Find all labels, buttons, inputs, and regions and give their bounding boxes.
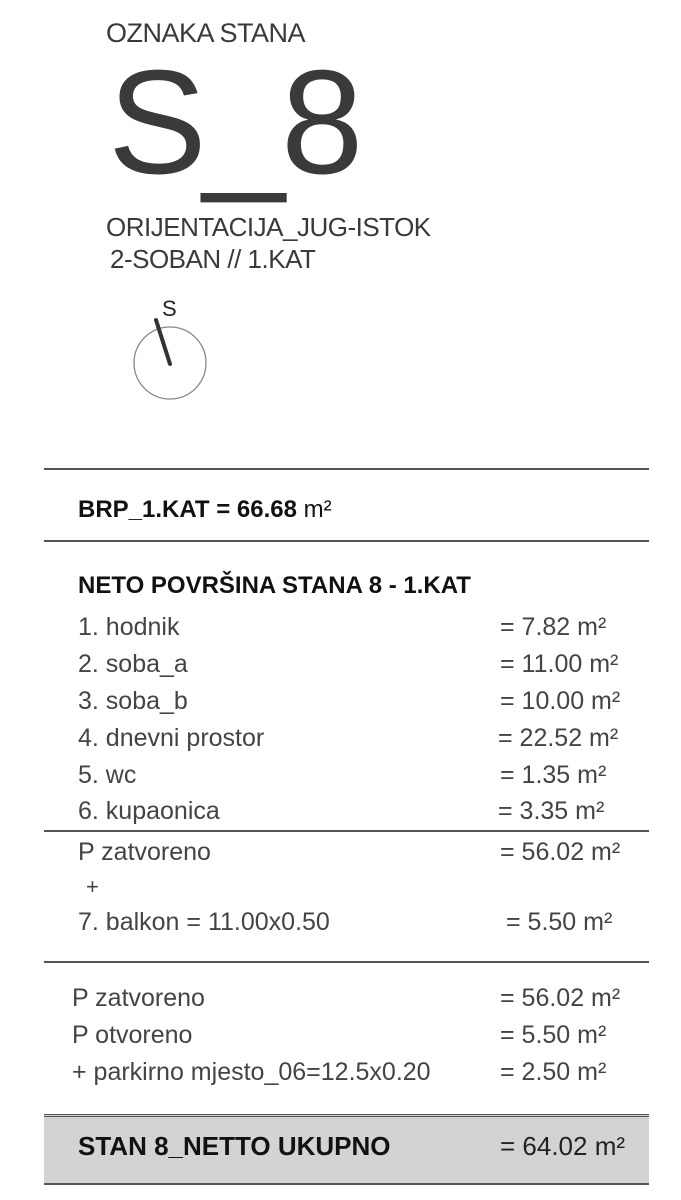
- list-item: 2. soba_a = 11.00 m²: [78, 650, 619, 678]
- unit-label: OZNAKA STANA: [106, 18, 306, 48]
- plus-sign: +: [86, 874, 99, 899]
- summary-row: + parkirno mjesto_06=12.5x0.20 = 2.50 m²: [72, 1058, 607, 1086]
- rooms-floor-text: 2-SOBAN // 1.KAT: [110, 244, 316, 274]
- unit-id: S_8: [108, 40, 360, 205]
- list-item: 4. dnevni prostor = 22.52 m²: [78, 724, 619, 752]
- divider-summary: [44, 961, 649, 963]
- list-item: 1. hodnik = 7.82 m²: [78, 613, 607, 641]
- balcony-row: 7. balkon = 11.00x0.50 = 5.50 m²: [78, 908, 613, 936]
- list-item: 5. wc = 1.35 m²: [78, 761, 607, 789]
- total-label: STAN 8_NETTO UKUPNO: [78, 1131, 391, 1161]
- compass-south-letter: S: [162, 296, 177, 321]
- total-value: = 64.02 m²: [500, 1131, 626, 1161]
- summary-row: P otvoreno = 5.50 m²: [72, 1021, 607, 1049]
- net-area-title: NETO POVRŠINA STANA 8 - 1.KAT: [78, 572, 471, 599]
- closed-area-row: P zatvoreno = 56.02 m²: [78, 838, 621, 866]
- list-item: 6. kupaonica = 3.35 m²: [78, 797, 605, 825]
- summary-row: P zatvoreno = 56.02 m²: [72, 984, 621, 1012]
- divider-brp: [44, 540, 649, 542]
- divider-top: [44, 468, 649, 470]
- orientation-text: ORIJENTACIJA_JUG-ISTOK: [106, 212, 431, 242]
- divider-rooms: [44, 830, 649, 832]
- list-item: 3. soba_b = 10.00 m²: [78, 687, 621, 715]
- brp-value: BRP_1.KAT = 66.68 m²: [78, 496, 332, 523]
